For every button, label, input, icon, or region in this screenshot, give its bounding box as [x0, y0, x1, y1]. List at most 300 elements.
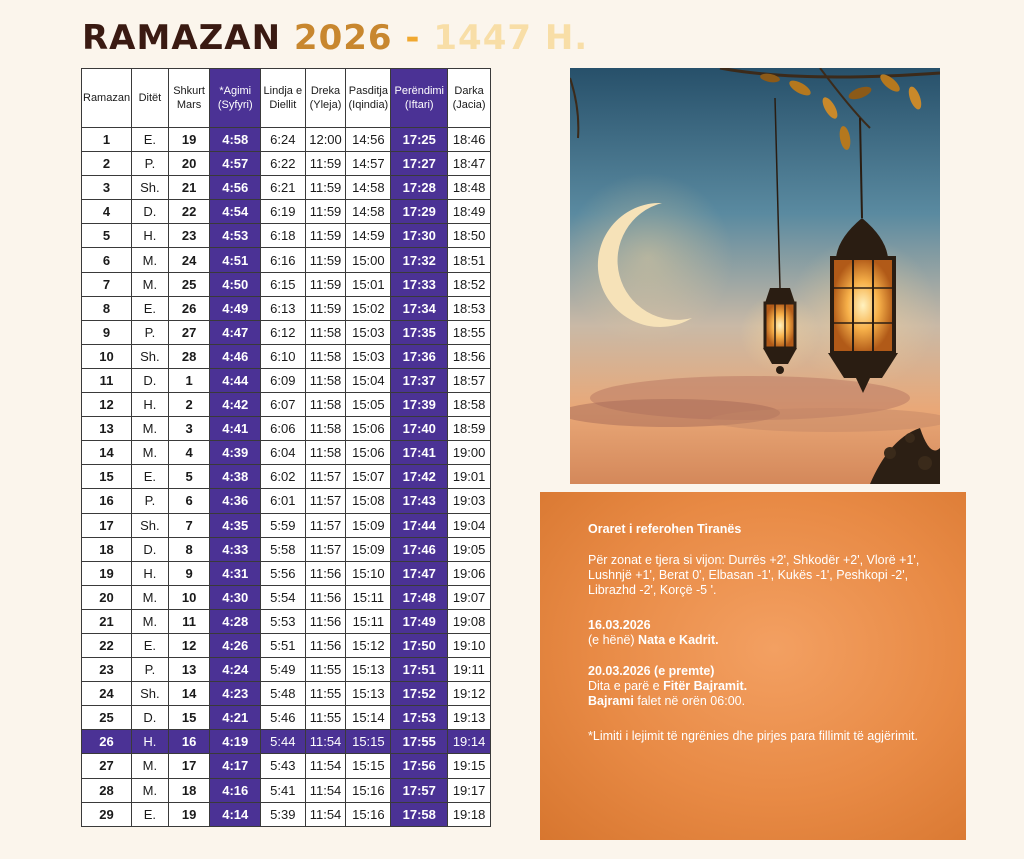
table-cell: 19:13: [448, 706, 491, 730]
table-cell: 19: [168, 802, 210, 826]
table-cell: 4: [82, 200, 132, 224]
table-cell: 15:16: [346, 778, 391, 802]
table-cell: P.: [132, 152, 169, 176]
table-cell: 11:55: [305, 658, 346, 682]
table-cell: 11:56: [305, 561, 346, 585]
table-cell: H.: [132, 224, 169, 248]
table-cell: 5:59: [261, 513, 306, 537]
table-cell: 15:09: [346, 513, 391, 537]
table-cell: 24: [82, 682, 132, 706]
table-cell: 25: [168, 272, 210, 296]
table-cell: 11:55: [305, 682, 346, 706]
table-header-row: [82, 69, 491, 128]
table-cell: 1: [168, 368, 210, 392]
table-cell: 18: [168, 778, 210, 802]
table-cell: 4:31: [210, 561, 261, 585]
table-cell: 11:58: [305, 344, 346, 368]
table-cell: 17:51: [391, 658, 448, 682]
table-cell: 15:11: [346, 585, 391, 609]
table-cell: 17:32: [391, 248, 448, 272]
table-cell: 4:39: [210, 441, 261, 465]
table-cell: 11:55: [305, 706, 346, 730]
table-cell: 14:56: [346, 128, 391, 152]
table-cell: 3: [82, 176, 132, 200]
table-cell: M.: [132, 778, 169, 802]
table-row: [82, 393, 491, 417]
table-row: [82, 248, 491, 272]
table-row: [82, 224, 491, 248]
table-cell: 15: [168, 706, 210, 730]
table-cell: 18: [82, 537, 132, 561]
table-cell: 2: [168, 393, 210, 417]
table-cell: 15:13: [346, 658, 391, 682]
table-cell: 4:51: [210, 248, 261, 272]
table-cell: Sh.: [132, 176, 169, 200]
table-cell: 15:12: [346, 633, 391, 657]
table-cell: M.: [132, 272, 169, 296]
table-cell: 4:23: [210, 682, 261, 706]
table-cell: 18:49: [448, 200, 491, 224]
table-row: [82, 706, 491, 730]
table-cell: 11:57: [305, 537, 346, 561]
table-cell: 19:17: [448, 778, 491, 802]
table-cell: 15:02: [346, 296, 391, 320]
table-cell: 11:58: [305, 368, 346, 392]
table-cell: 6:12: [261, 320, 306, 344]
table-cell: M.: [132, 417, 169, 441]
table-cell: 17:42: [391, 465, 448, 489]
table-cell: H.: [132, 393, 169, 417]
table-cell: 4:19: [210, 730, 261, 754]
title-ramazan: RAMAZAN: [82, 18, 282, 58]
header-agimi: *Agimi (Syfyri): [210, 69, 261, 128]
table-cell: 4:42: [210, 393, 261, 417]
table-cell: 15:07: [346, 465, 391, 489]
table-cell: 18:46: [448, 128, 491, 152]
table-cell: 15:10: [346, 561, 391, 585]
table-row: [82, 152, 491, 176]
table-cell: 16: [82, 489, 132, 513]
table-cell: E.: [132, 296, 169, 320]
table-cell: 5:48: [261, 682, 306, 706]
table-row: [82, 368, 491, 392]
table-cell: 17:41: [391, 441, 448, 465]
table-cell: 14:57: [346, 152, 391, 176]
table-cell: 15:04: [346, 368, 391, 392]
table-cell: 4:50: [210, 272, 261, 296]
table-cell: 6:10: [261, 344, 306, 368]
table-cell: 4:24: [210, 658, 261, 682]
table-cell: 4: [168, 441, 210, 465]
table-cell: 5:58: [261, 537, 306, 561]
table-cell: 11:57: [305, 489, 346, 513]
table-cell: 4:49: [210, 296, 261, 320]
table-cell: 11:59: [305, 152, 346, 176]
table-cell: 16: [168, 730, 210, 754]
table-cell: 19:14: [448, 730, 491, 754]
table-cell: 17:50: [391, 633, 448, 657]
table-cell: 11:59: [305, 272, 346, 296]
table-cell: 5:44: [261, 730, 306, 754]
header-ditet: Ditët: [132, 69, 169, 128]
table-cell: 23: [82, 658, 132, 682]
table-row: [82, 658, 491, 682]
table-cell: 5:53: [261, 609, 306, 633]
table-cell: E.: [132, 802, 169, 826]
table-cell: 25: [82, 706, 132, 730]
table-cell: 26: [168, 296, 210, 320]
table-cell: 15:11: [346, 609, 391, 633]
table-cell: 21: [168, 176, 210, 200]
table-cell: D.: [132, 200, 169, 224]
table-cell: E.: [132, 128, 169, 152]
table-cell: 18:57: [448, 368, 491, 392]
table-cell: 6:24: [261, 128, 306, 152]
table-cell: 15:00: [346, 248, 391, 272]
table-cell: 6:02: [261, 465, 306, 489]
table-cell: 11:59: [305, 296, 346, 320]
table-cell: 19: [82, 561, 132, 585]
table-cell: 4:28: [210, 609, 261, 633]
table-cell: 11:58: [305, 417, 346, 441]
table-cell: 11:59: [305, 200, 346, 224]
table-cell: 15:01: [346, 272, 391, 296]
title-dash: -: [405, 18, 421, 58]
table-cell: 17:39: [391, 393, 448, 417]
table-cell: 19:03: [448, 489, 491, 513]
info-heading: Oraret i referohen Tiranës: [588, 522, 742, 536]
table-cell: 17:29: [391, 200, 448, 224]
table-cell: 6:19: [261, 200, 306, 224]
table-cell: 17:36: [391, 344, 448, 368]
table-cell: 17: [168, 754, 210, 778]
table-cell: 11:54: [305, 802, 346, 826]
table-row: [82, 417, 491, 441]
table-cell: 2: [82, 152, 132, 176]
table-cell: 6:22: [261, 152, 306, 176]
table-cell: Sh.: [132, 513, 169, 537]
table-row: [82, 513, 491, 537]
table-cell: 6:18: [261, 224, 306, 248]
table-cell: 11: [168, 609, 210, 633]
table-cell: 19:11: [448, 658, 491, 682]
table-cell: 3: [168, 417, 210, 441]
table-cell: 20: [168, 152, 210, 176]
table-cell: 6:04: [261, 441, 306, 465]
table-row: [82, 730, 491, 754]
table-cell: 4:57: [210, 152, 261, 176]
table-row: [82, 320, 491, 344]
table-cell: 22: [168, 200, 210, 224]
header-darka: Darka (Jacia): [448, 69, 491, 128]
table-cell: 18:55: [448, 320, 491, 344]
table-row: [82, 609, 491, 633]
table-row: [82, 633, 491, 657]
table-cell: 7: [82, 272, 132, 296]
table-cell: 4:44: [210, 368, 261, 392]
table-cell: 15:06: [346, 441, 391, 465]
table-cell: 17:43: [391, 489, 448, 513]
header-date: Shkurt Mars: [168, 69, 210, 128]
table-cell: 4:56: [210, 176, 261, 200]
table-cell: 11:54: [305, 730, 346, 754]
table-cell: 18:48: [448, 176, 491, 200]
table-cell: 6:01: [261, 489, 306, 513]
table-cell: E.: [132, 465, 169, 489]
table-row: [82, 296, 491, 320]
table-cell: 15:05: [346, 393, 391, 417]
table-cell: 20: [82, 585, 132, 609]
table-cell: 17:57: [391, 778, 448, 802]
table-cell: 19:07: [448, 585, 491, 609]
table-cell: 4:38: [210, 465, 261, 489]
table-cell: 19:08: [448, 609, 491, 633]
info-zones: Për zonat e tjera si vijon: Durrës +2', Shkodër +2', Vlorë +1', Lushnjë +1', Berat 0', Elbasan -1', Kukës -1', Peshkopi -2', Librazhd -2', Korçë -5 '.: [588, 553, 920, 597]
table-cell: M.: [132, 248, 169, 272]
table-cell: 14: [82, 441, 132, 465]
table-cell: 28: [82, 778, 132, 802]
table-cell: 19:00: [448, 441, 491, 465]
table-cell: 9: [168, 561, 210, 585]
table-cell: 11:54: [305, 778, 346, 802]
table-cell: 11:58: [305, 441, 346, 465]
table-cell: P.: [132, 489, 169, 513]
table-cell: 5:54: [261, 585, 306, 609]
table-cell: 11:56: [305, 609, 346, 633]
table-row: [82, 128, 491, 152]
table-cell: 28: [168, 344, 210, 368]
table-cell: 24: [168, 248, 210, 272]
table-cell: 11:59: [305, 176, 346, 200]
header-dreka: Dreka (Yleja): [305, 69, 346, 128]
table-cell: 17:48: [391, 585, 448, 609]
table-cell: 11:56: [305, 633, 346, 657]
table-cell: 19:10: [448, 633, 491, 657]
table-cell: 17:35: [391, 320, 448, 344]
table-cell: 4:46: [210, 344, 261, 368]
table-cell: 19:05: [448, 537, 491, 561]
table-cell: 21: [82, 609, 132, 633]
table-cell: 4:26: [210, 633, 261, 657]
table-cell: 17:55: [391, 730, 448, 754]
table-cell: 13: [82, 417, 132, 441]
table-cell: 13: [168, 658, 210, 682]
table-cell: Sh.: [132, 682, 169, 706]
table-cell: 18:53: [448, 296, 491, 320]
table-cell: 17:47: [391, 561, 448, 585]
table-cell: 15:15: [346, 754, 391, 778]
table-cell: 17:46: [391, 537, 448, 561]
table-cell: 11: [82, 368, 132, 392]
table-row: [82, 176, 491, 200]
table-cell: 11:57: [305, 465, 346, 489]
table-cell: 19:01: [448, 465, 491, 489]
table-cell: Sh.: [132, 344, 169, 368]
table-cell: 12: [82, 393, 132, 417]
table-cell: 6:13: [261, 296, 306, 320]
table-cell: 18:52: [448, 272, 491, 296]
table-cell: 12: [168, 633, 210, 657]
table-cell: 5:56: [261, 561, 306, 585]
table-cell: 4:16: [210, 778, 261, 802]
table-cell: 17:30: [391, 224, 448, 248]
bajram-prayer-rest: falet në orën 06:00.: [637, 694, 746, 708]
table-cell: 17:40: [391, 417, 448, 441]
table-cell: 19:12: [448, 682, 491, 706]
table-cell: 23: [168, 224, 210, 248]
table-cell: 18:51: [448, 248, 491, 272]
table-cell: 18:59: [448, 417, 491, 441]
table-cell: 17:52: [391, 682, 448, 706]
table-cell: 4:41: [210, 417, 261, 441]
info-note: *Limiti i lejimit të ngrënies dhe pirjes para fillimit të agjërimit.: [588, 729, 918, 743]
table-cell: 4:21: [210, 706, 261, 730]
table-cell: 4:54: [210, 200, 261, 224]
prayer-times-table: [81, 68, 491, 827]
info-kadr: [588, 618, 942, 648]
table-cell: 6: [168, 489, 210, 513]
info-bajram: [588, 664, 942, 709]
table-cell: 14:59: [346, 224, 391, 248]
table-row: [82, 778, 491, 802]
table-cell: 5:46: [261, 706, 306, 730]
table-cell: 11:59: [305, 224, 346, 248]
table-cell: 14:58: [346, 176, 391, 200]
table-cell: 6: [82, 248, 132, 272]
table-cell: 5:49: [261, 658, 306, 682]
table-cell: 15:15: [346, 730, 391, 754]
table-row: [82, 585, 491, 609]
table-cell: 11:57: [305, 513, 346, 537]
table-body: [82, 128, 491, 827]
table-cell: 18:58: [448, 393, 491, 417]
table-cell: 17:49: [391, 609, 448, 633]
table-cell: 9: [82, 320, 132, 344]
bajram-line-bold: Fitër Bajramit.: [663, 679, 748, 693]
table-cell: 15:03: [346, 320, 391, 344]
table-cell: 15:09: [346, 537, 391, 561]
table-row: [82, 272, 491, 296]
table-row: [82, 344, 491, 368]
table-cell: 5:39: [261, 802, 306, 826]
table-cell: 4:47: [210, 320, 261, 344]
table-cell: 19:18: [448, 802, 491, 826]
table-cell: 27: [82, 754, 132, 778]
table-cell: 11:58: [305, 393, 346, 417]
table-cell: 6:06: [261, 417, 306, 441]
table-cell: 19:04: [448, 513, 491, 537]
table-cell: 4:30: [210, 585, 261, 609]
table-cell: 17:56: [391, 754, 448, 778]
table-cell: 6:15: [261, 272, 306, 296]
table-cell: 11:58: [305, 320, 346, 344]
table-cell: 6:16: [261, 248, 306, 272]
table-cell: D.: [132, 368, 169, 392]
table-cell: 4:17: [210, 754, 261, 778]
table-cell: 4:53: [210, 224, 261, 248]
table-row: [82, 489, 491, 513]
table-cell: 26: [82, 730, 132, 754]
table-cell: 22: [82, 633, 132, 657]
table-cell: 29: [82, 802, 132, 826]
table-cell: 14:58: [346, 200, 391, 224]
table-cell: 17:44: [391, 513, 448, 537]
table-cell: 15:14: [346, 706, 391, 730]
table-cell: 19:06: [448, 561, 491, 585]
table-cell: 17:28: [391, 176, 448, 200]
table-cell: 4:36: [210, 489, 261, 513]
bajram-date: 20.03.2026 (e premte): [588, 664, 715, 678]
table-cell: 15:16: [346, 802, 391, 826]
table-row: [82, 754, 491, 778]
kadr-name: Nata e Kadrit.: [638, 633, 719, 647]
table-cell: 15:13: [346, 682, 391, 706]
table-cell: 11:54: [305, 754, 346, 778]
table-row: [82, 682, 491, 706]
table-cell: 15:03: [346, 344, 391, 368]
table-cell: 12:00: [305, 128, 346, 152]
title-year: 2026: [293, 18, 393, 58]
kadr-date: 16.03.2026: [588, 618, 651, 632]
table-cell: 18:50: [448, 224, 491, 248]
table-cell: 1: [82, 128, 132, 152]
table-cell: 17:25: [391, 128, 448, 152]
table-cell: 17: [82, 513, 132, 537]
title-hijri-year: 1447 H.: [433, 18, 589, 58]
table-row: [82, 441, 491, 465]
header-lindja: Lindja e Diellit: [261, 69, 306, 128]
table-cell: 8: [168, 537, 210, 561]
table-cell: M.: [132, 585, 169, 609]
table-cell: 14: [168, 682, 210, 706]
table-cell: E.: [132, 633, 169, 657]
table-cell: 5:41: [261, 778, 306, 802]
table-cell: 5: [82, 224, 132, 248]
table-cell: 27: [168, 320, 210, 344]
table-cell: M.: [132, 441, 169, 465]
table-cell: D.: [132, 706, 169, 730]
table-cell: 6:07: [261, 393, 306, 417]
table-cell: 17:58: [391, 802, 448, 826]
bajram-prayer-bold: Bajrami: [588, 694, 634, 708]
table-cell: D.: [132, 537, 169, 561]
table-cell: 15: [82, 465, 132, 489]
crescent-moon-lanterns-image: [570, 68, 940, 484]
page-title: [82, 18, 588, 58]
table-cell: 5: [168, 465, 210, 489]
table-cell: 11:59: [305, 248, 346, 272]
table-cell: 17:53: [391, 706, 448, 730]
header-ramazan: Ramazan: [82, 69, 132, 128]
header-perendimi: Perëndimi (Iftari): [391, 69, 448, 128]
table-cell: 15:08: [346, 489, 391, 513]
table-cell: 18:47: [448, 152, 491, 176]
table-cell: H.: [132, 561, 169, 585]
table-cell: 8: [82, 296, 132, 320]
header-pasditja: Pasditja (Iqindia): [346, 69, 391, 128]
table-cell: 10: [82, 344, 132, 368]
table-cell: 5:43: [261, 754, 306, 778]
table-cell: 17:34: [391, 296, 448, 320]
table-cell: M.: [132, 609, 169, 633]
table-cell: 19: [168, 128, 210, 152]
table-row: [82, 200, 491, 224]
table-cell: 17:37: [391, 368, 448, 392]
table-cell: M.: [132, 754, 169, 778]
table-cell: 17:33: [391, 272, 448, 296]
table-cell: 18:56: [448, 344, 491, 368]
table-cell: 4:33: [210, 537, 261, 561]
